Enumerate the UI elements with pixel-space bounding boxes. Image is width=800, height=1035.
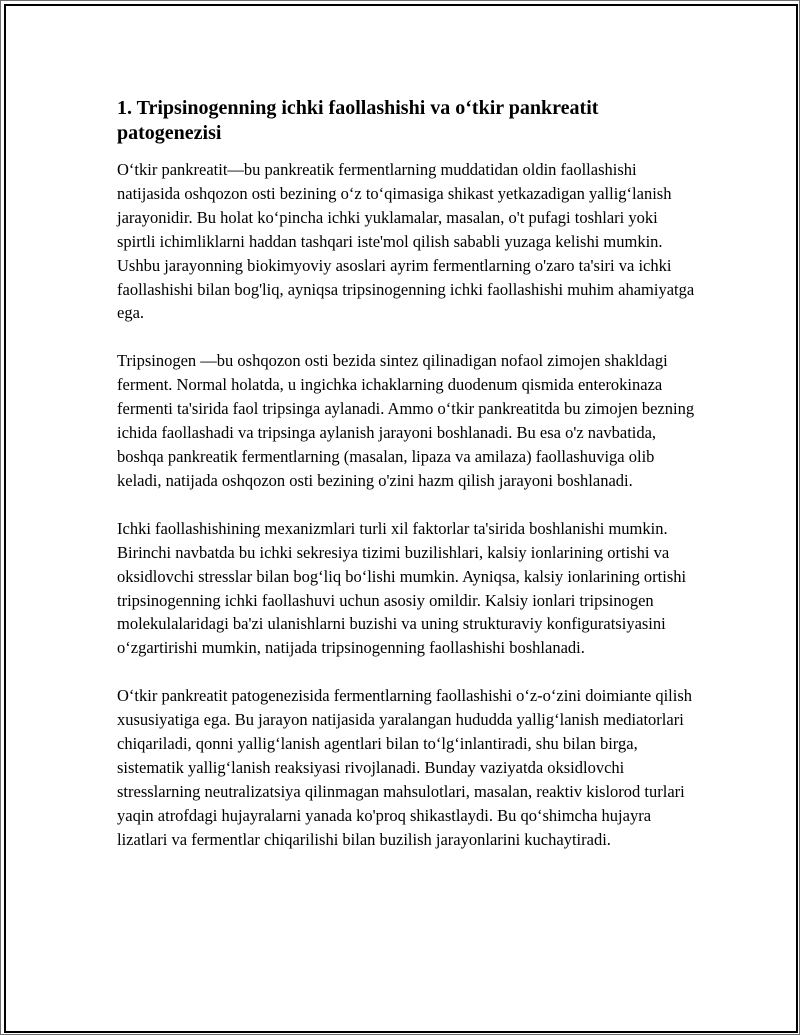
paragraph-2: Tripsinogen —bu oshqozon osti bezida sintez qilinadigan nofaol zimojen shakldagi ferment. Normal holatda, u ingichka ichaklarning duodenum qismida enterokinaza fermenti ta'sirida faol tripsinga aylanadi. Ammo o‘tkir pankreatitda bu zimojen bezning ichida faollashadi va tripsinga aylanish jarayoni boshlanadi. Bu esa o'z navbatida, boshqa pankreatik fermentlarning (masalan, lipaza va amilaza) faollashuviga olib keladi, natijada oshqozon osti bezining o'zini hazm qilish jarayoni boshlanadi. bbox=[117, 351, 695, 490]
paragraph-1: O‘tkir pankreatit—bu pankreatik fermentlarning muddatidan oldin faollashishi natijasida oshqozon osti bezining o‘z to‘qimasiga shikast yetkazadigan yallig‘lanish jarayonidir. Bu holat ko‘pincha ichki yuklamalar, masalan, o't pufagi toshlari yoki spirtli ichimliklarni haddan tashqari iste'mol qilish sababli yuzaga kelishi mumkin. Ushbu jarayonning biokimyoviy asoslari ayrim fermentlarning o'zaro ta'siri va ichki faollashishi bilan bog'liq, ayniqsa tripsinogenning ichki faollashishi muhim ahamiyatga ega. bbox=[117, 160, 695, 323]
document-body bbox=[117, 95, 697, 876]
paragraph-4: O‘tkir pankreatit patogenezisida fermentlarning faollashishi o‘z-o‘zini doimiante qilish xususiyatiga ega. Bu jarayon natijasida yaralangan hududda yallig‘lanish mediatorlari chiqariladi, qonni yallig‘lanish agentlari bilan to‘lg‘inlantiradi, shu bilan birga, sistematik yallig‘lanish reaksiyasi rivojlanadi. Bunday vaziyatda oksidlovchi stresslarning neutralizatsiya qilinmagan mahsulotlari, masalan, reaktiv kislorod turlari yaqin atrofdagi hujayralarni yanada ko'proq shikastlaydi. Bu qo‘shimcha hujayra lizatlari va fermentlar chiqarilishi bilan buzilish jarayonlarini kuchaytiradi. bbox=[117, 686, 693, 849]
section-heading: 1. Tripsinogenning ichki faollashishi va o‘tkir pankreatit patogenezisi bbox=[117, 97, 599, 144]
paragraph-3: Ichki faollashishining mexanizmlari turli xil faktorlar ta'sirida boshlanishi mumkin. Birinchi navbatda bu ichki sekresiya tizimi buzilishlari, kalsiy ionlarining ortishi va oksidlovchi stresslar bilan bog‘liq bo‘lishi mumkin. Ayniqsa, kalsiy ionlarining ortishi tripsinogenning ichki faollashuvi uchun asosiy omildir. Kalsiy ionlari tripsinogen molekulalaridagi ba'zi ulanishlarni buzishi va uning strukturaviy konfiguratsiyasini o‘zgartirishi mumkin, natijada tripsinogenning faollashishi boshlanadi. bbox=[117, 518, 687, 658]
